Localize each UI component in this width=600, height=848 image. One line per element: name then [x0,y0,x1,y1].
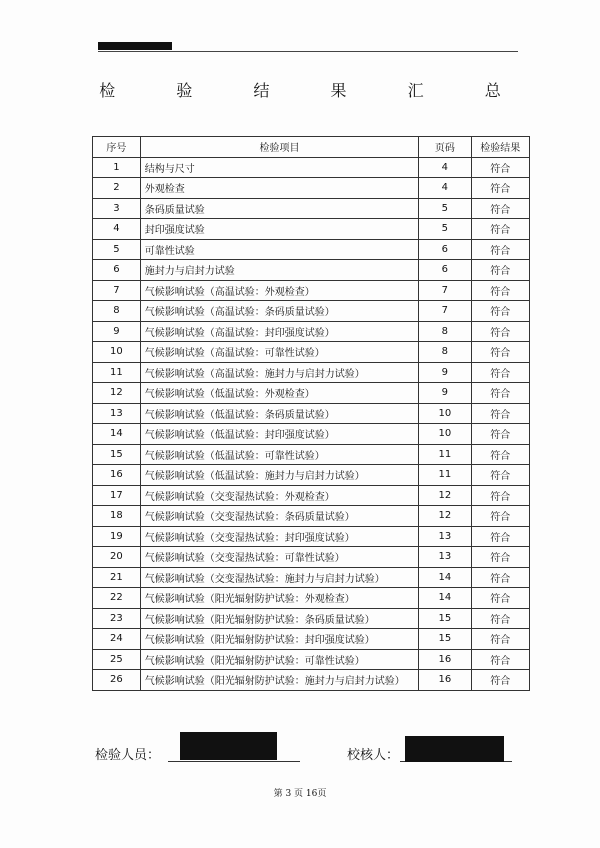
row-item: 气候影响试验（阳光辐射防护试验：条码质量试验） [140,608,418,629]
row-item: 气候影响试验（交变湿热试验：可靠性试验） [140,547,418,568]
row-page: 7 [419,301,471,322]
row-index: 8 [93,301,141,322]
table-row [93,588,530,609]
row-index: 26 [93,670,141,691]
row-result: 符合 [471,178,529,199]
row-page: 8 [419,342,471,363]
row-page: 16 [419,649,471,670]
row-page: 4 [419,157,471,178]
row-result: 符合 [471,485,529,506]
table-row [93,383,530,404]
row-item: 外观检查 [140,178,418,199]
row-index: 11 [93,362,141,383]
page-number-footer: 第 3 页 16页 [273,789,327,799]
results-summary-table [92,136,530,691]
row-item: 可靠性试验 [140,239,418,260]
row-item: 气候影响试验（高温试验：条码质量试验） [140,301,418,322]
row-result: 符合 [471,280,529,301]
row-page: 15 [419,629,471,650]
row-page: 7 [419,280,471,301]
row-index: 18 [93,506,141,527]
table-row [93,444,530,465]
row-result: 符合 [471,198,529,219]
table-row [93,362,530,383]
row-item: 气候影响试验（交变湿热试验：封印强度试验） [140,526,418,547]
row-page: 9 [419,383,471,404]
row-item: 气候影响试验（高温试验：外观检查） [140,280,418,301]
header-page: 页码 [419,137,471,158]
header-index: 序号 [93,137,141,158]
table-row [93,424,530,445]
header-result: 检验结果 [471,137,529,158]
row-item: 气候影响试验（阳光辐射防护试验：施封力与启封力试验） [140,670,418,691]
row-item: 气候影响试验（交变湿热试验：施封力与启封力试验） [140,567,418,588]
row-result: 符合 [471,424,529,445]
row-page: 11 [419,465,471,486]
row-result: 符合 [471,526,529,547]
page-title: 检 验 结 果 汇 总 [99,81,529,100]
table-row [93,649,530,670]
row-page: 10 [419,403,471,424]
table-row [93,198,530,219]
row-page: 6 [419,239,471,260]
table-row [93,178,530,199]
header-rule [98,51,518,52]
row-result: 符合 [471,362,529,383]
table-row [93,506,530,527]
row-item: 气候影响试验（低温试验：封印强度试验） [140,424,418,445]
table-row [93,301,530,322]
row-index: 16 [93,465,141,486]
redacted-header-block [98,42,172,50]
row-page: 9 [419,362,471,383]
row-page: 5 [419,198,471,219]
inspector-label: 检验人员： [95,748,161,763]
row-item: 封印强度试验 [140,219,418,240]
table-row [93,608,530,629]
row-index: 14 [93,424,141,445]
table-row [93,403,530,424]
table-row [93,567,530,588]
table-row [93,280,530,301]
row-item: 气候影响试验（高温试验：封印强度试验） [140,321,418,342]
row-index: 4 [93,219,141,240]
inspector-signature-line [168,761,300,762]
row-page: 14 [419,588,471,609]
row-result: 符合 [471,301,529,322]
row-index: 17 [93,485,141,506]
table-row [93,321,530,342]
row-page: 5 [419,219,471,240]
row-page: 12 [419,485,471,506]
row-index: 25 [93,649,141,670]
row-result: 符合 [471,506,529,527]
row-item: 气候影响试验（阳光辐射防护试验：封印强度试验） [140,629,418,650]
table-row [93,157,530,178]
row-page: 12 [419,506,471,527]
row-page: 6 [419,260,471,281]
table-row [93,485,530,506]
table-row [93,526,530,547]
row-item: 气候影响试验（低温试验：施封力与启封力试验） [140,465,418,486]
row-item: 条码质量试验 [140,198,418,219]
row-result: 符合 [471,321,529,342]
row-result: 符合 [471,649,529,670]
row-page: 15 [419,608,471,629]
row-index: 9 [93,321,141,342]
row-page: 14 [419,567,471,588]
row-item: 结构与尺寸 [140,157,418,178]
table-row [93,670,530,691]
row-result: 符合 [471,465,529,486]
row-index: 20 [93,547,141,568]
row-result: 符合 [471,157,529,178]
inspector-redaction [180,732,277,760]
row-result: 符合 [471,239,529,260]
table-row [93,547,530,568]
row-index: 22 [93,588,141,609]
row-result: 符合 [471,547,529,568]
row-item: 气候影响试验（高温试验：施封力与启封力试验） [140,362,418,383]
row-page: 10 [419,424,471,445]
row-index: 12 [93,383,141,404]
row-index: 19 [93,526,141,547]
row-result: 符合 [471,260,529,281]
row-index: 24 [93,629,141,650]
row-index: 3 [93,198,141,219]
row-page: 11 [419,444,471,465]
row-page: 8 [419,321,471,342]
row-result: 符合 [471,403,529,424]
row-item: 气候影响试验（低温试验：可靠性试验） [140,444,418,465]
row-index: 21 [93,567,141,588]
row-result: 符合 [471,588,529,609]
table-row [93,342,530,363]
row-item: 气候影响试验（阳光辐射防护试验：外观检查） [140,588,418,609]
table-row [93,465,530,486]
row-index: 2 [93,178,141,199]
row-item: 气候影响试验（交变湿热试验：外观检查） [140,485,418,506]
row-result: 符合 [471,629,529,650]
row-index: 1 [93,157,141,178]
row-item: 气候影响试验（低温试验：条码质量试验） [140,403,418,424]
row-result: 符合 [471,670,529,691]
row-result: 符合 [471,444,529,465]
row-page: 13 [419,547,471,568]
row-index: 5 [93,239,141,260]
row-item: 气候影响试验（低温试验：外观检查） [140,383,418,404]
row-item: 气候影响试验（交变湿热试验：条码质量试验） [140,506,418,527]
row-item: 施封力与启封力试验 [140,260,418,281]
row-page: 13 [419,526,471,547]
table-row [93,629,530,650]
row-result: 符合 [471,383,529,404]
row-item: 气候影响试验（高温试验：可靠性试验） [140,342,418,363]
row-page: 4 [419,178,471,199]
row-item: 气候影响试验（阳光辐射防护试验：可靠性试验） [140,649,418,670]
table-row [93,239,530,260]
row-index: 13 [93,403,141,424]
row-page: 16 [419,670,471,691]
reviewer-label: 校核人： [347,748,400,763]
row-index: 15 [93,444,141,465]
row-index: 23 [93,608,141,629]
reviewer-redaction [405,736,504,762]
row-index: 6 [93,260,141,281]
header-item: 检验项目 [140,137,418,158]
row-index: 10 [93,342,141,363]
table-header-row [93,137,530,158]
row-result: 符合 [471,219,529,240]
row-result: 符合 [471,567,529,588]
table-row [93,260,530,281]
row-result: 符合 [471,342,529,363]
table-row [93,219,530,240]
row-index: 7 [93,280,141,301]
row-result: 符合 [471,608,529,629]
